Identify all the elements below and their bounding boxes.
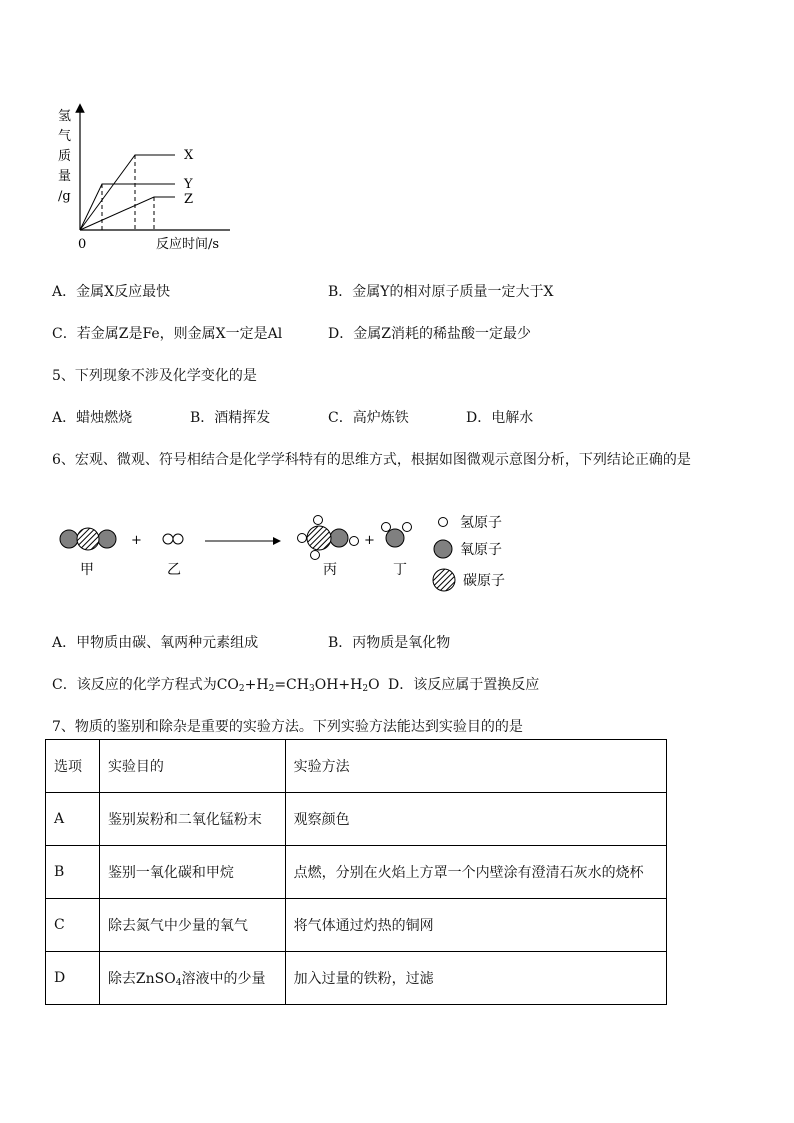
goal-text: 溶液中的少量: [181, 971, 266, 987]
cell-option: B: [46, 846, 100, 899]
q4-option-a: A．金属X反应最快: [52, 284, 171, 300]
table-row: [46, 899, 667, 952]
hydrogen-atom: [314, 516, 323, 525]
carbon-atom: [307, 526, 331, 550]
q7-stem: 7、物质的鉴别和除杂是重要的实验方法。下列实验方法能达到实验目的的是: [52, 719, 523, 735]
legend-carbon-icon: [433, 569, 455, 591]
table-row: [46, 846, 667, 899]
molecule-diagram: [50, 505, 530, 595]
legend-oxygen-icon: [434, 540, 452, 558]
q4-option-b: B．金属Y的相对原子质量一定大于X: [328, 284, 554, 300]
legend-hydrogen-icon: [439, 518, 448, 527]
hydrogen-atom: [173, 534, 183, 544]
plus-sign: +: [364, 533, 375, 548]
cell-option: A: [46, 793, 100, 846]
q5-stem: 5、下列现象不涉及化学变化的是: [52, 368, 257, 384]
header-method: 实验方法: [285, 740, 666, 793]
hydrogen-atom: [350, 537, 359, 546]
line-x: [80, 155, 175, 230]
equation-text: O: [368, 677, 380, 693]
oxygen-atom: [60, 530, 78, 548]
subscript: 2: [362, 684, 369, 694]
q5-option-b: B．酒精挥发: [190, 410, 271, 426]
hydrogen-atom: [298, 534, 307, 543]
legend-hydrogen-label: 氢原子: [460, 515, 502, 531]
legend-oxygen-label: 氧原子: [460, 542, 502, 558]
oxygen-atom: [330, 529, 348, 547]
q5-option-c: C．高炉炼铁: [328, 410, 409, 426]
molecule-ding: [382, 523, 412, 548]
q4-option-d: D．金属Z消耗的稀盐酸一定最少: [328, 326, 531, 342]
q6-option-a: A．甲物质由碳、氧两种元素组成: [52, 635, 259, 651]
carbon-atom: [77, 528, 99, 550]
equation-text: C．该反应的化学方程式为CO: [52, 677, 239, 693]
subscript: 2: [238, 684, 245, 694]
cell-option: C: [46, 899, 100, 952]
molecule-bing: [298, 516, 359, 560]
hydrogen-atom: [403, 523, 412, 532]
table-row: [46, 952, 667, 1005]
label-ding: 丁: [393, 562, 407, 578]
label-z: Z: [184, 192, 194, 207]
header-goal: 实验目的: [99, 740, 285, 793]
cell-method: 将气体通过灼热的铜网: [285, 899, 666, 952]
legend-carbon-label: 碳原子: [463, 573, 505, 589]
cell-option: D: [46, 952, 100, 1005]
label-x: X: [184, 148, 194, 163]
q7-table: [45, 739, 667, 1005]
label-y: Y: [184, 177, 193, 192]
origin-label: 0: [78, 237, 87, 252]
y-label-char: 氢: [58, 109, 72, 124]
subscript: 3: [308, 684, 315, 694]
cell-method: 观察颜色: [285, 793, 666, 846]
q6-stem: 6、宏观、微观、符号相结合是化学学科特有的思维方式，根据如图微观示意图分析，下列结论正确的是: [52, 452, 691, 468]
equation-text: =CH: [274, 677, 309, 693]
cell-method: 加入过量的铁粉，过滤: [285, 952, 666, 1005]
hydrogen-atom: [163, 534, 173, 544]
equation-text: OH+H: [314, 677, 363, 693]
y-label-char: 质: [58, 149, 72, 164]
hydrogen-atom: [382, 523, 391, 532]
equation-text: +H: [244, 677, 269, 693]
header-option: 选项: [46, 740, 100, 793]
hydrogen-mass-graph: [50, 100, 250, 260]
subscript: 4: [175, 978, 182, 988]
q5-option-d: D．电解水: [466, 410, 534, 426]
cell-goal: 除去氮气中少量的氧气: [99, 899, 285, 952]
y-label-char: 量: [58, 169, 72, 184]
subscript: 2: [268, 684, 275, 694]
molecule-yi: [163, 534, 183, 544]
cell-goal: 鉴别炭粉和二氧化锰粉末: [99, 793, 285, 846]
label-bing: 丙: [323, 562, 337, 578]
oxygen-atom: [386, 529, 404, 547]
q5-option-a: A．蜡烛燃烧: [52, 410, 133, 426]
goal-text: 除去ZnSO: [107, 971, 176, 987]
cell-goal: [99, 952, 285, 1005]
molecule-jia: [60, 528, 116, 550]
plus-sign: +: [131, 533, 142, 548]
oxygen-atom: [98, 530, 116, 548]
q6-option-c: [52, 677, 380, 693]
y-label-char: 气: [58, 129, 72, 144]
q6-option-b: B．丙物质是氧化物: [328, 635, 451, 651]
q4-option-c: C．若金属Z是Fe，则金属X一定是Al: [52, 326, 283, 342]
label-jia: 甲: [80, 562, 94, 578]
line-z: [80, 197, 175, 230]
label-yi: 乙: [167, 562, 181, 578]
table-header-row: [46, 740, 667, 793]
hydrogen-atom: [311, 551, 320, 560]
y-label-char: /g: [58, 189, 71, 204]
q6-option-d: D．该反应属于置换反应: [388, 677, 540, 693]
cell-method: 点燃，分别在火焰上方罩一个内壁涂有澄清石灰水的烧杯: [285, 846, 666, 899]
table-row: [46, 793, 667, 846]
x-axis-label: 反应时间/s: [156, 237, 220, 252]
cell-goal: 鉴别一氧化碳和甲烷: [99, 846, 285, 899]
